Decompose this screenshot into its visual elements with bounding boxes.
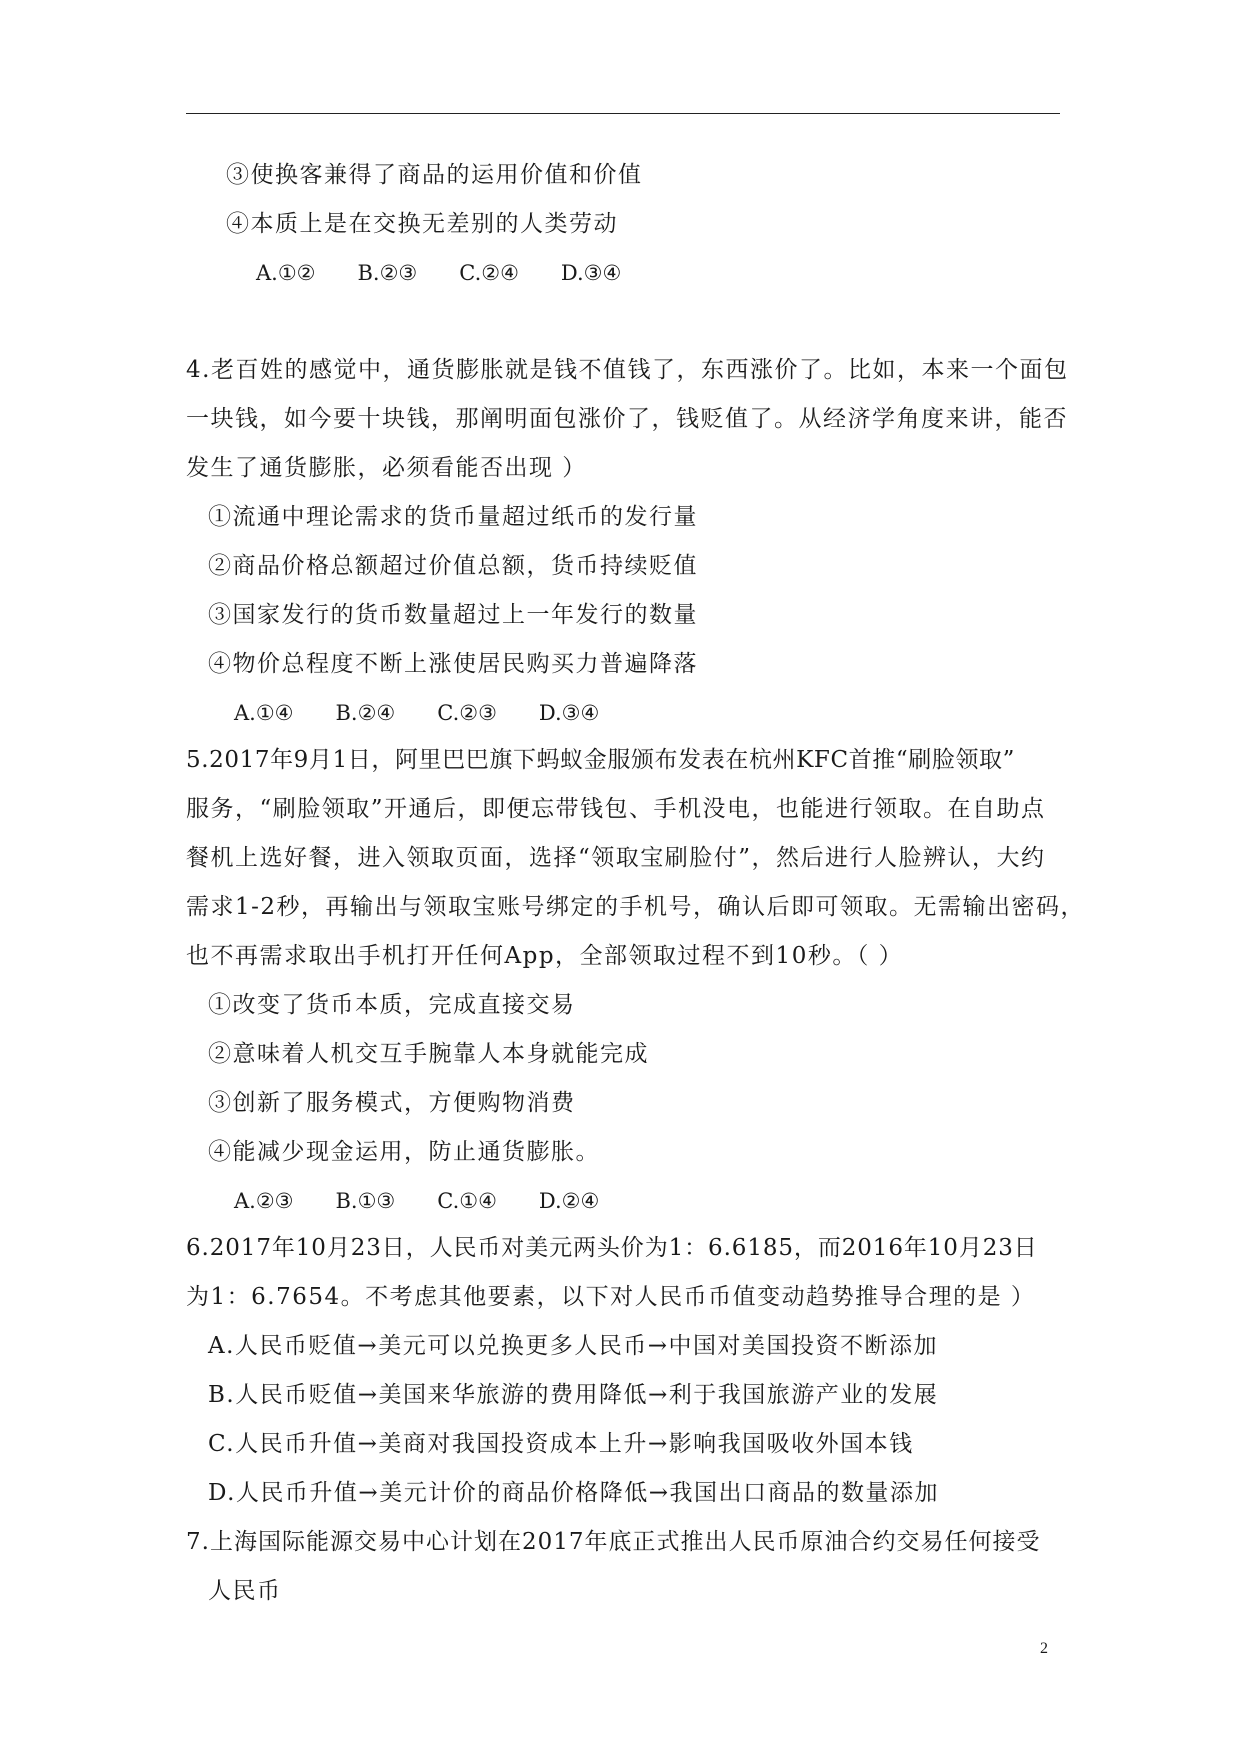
q3-item-3: ③使换客兼得了商品的运用价值和价值 [226,162,643,188]
q5-stem-line-4: 需求1-2秒，再输出与领取宝账号绑定的手机号，确认后即可领取。无需输出密码， [186,894,1086,920]
q5-option-a: A.②③ [234,1189,294,1213]
q3-option-c: C.②④ [459,261,519,285]
q3-option-b: B.②③ [357,261,418,285]
q4-option-b: B.②④ [335,701,396,725]
q5-options [234,1186,641,1216]
q4-option-d: D.③④ [538,701,600,725]
q5-stem-line-1: 5.2017年9月1日，阿里巴巴旗下蚂蚁金服颁布发表在杭州KFC首推“刷脸领取” [186,747,1015,773]
q4-item-1: ①流通中理论需求的货币量超过纸币的发行量 [208,504,698,530]
q6-option-c: C.人民币升值→美商对我国投资成本上升→影响我国吸收外国本钱 [208,1431,914,1457]
page-number: 2 [1040,1640,1048,1657]
q4-option-a: A.①④ [234,701,294,725]
q5-stem-line-3: 餐机上选好餐，进入领取页面，选择“领取宝刷脸付”，然后进行人脸辨认，大约 [186,845,1046,871]
header-rule [186,113,1060,114]
q7-stem-line-2: 人民币 [208,1578,282,1604]
q4-item-4: ④物价总程度不断上涨使居民购买力普遍降落 [208,651,698,677]
q4-stem-line-3: 发生了通货膨胀，必须看能否出现 ） [186,455,587,481]
q3-options [256,258,663,288]
q4-stem-line-2: 一块钱，如今要十块钱，那阐明面包涨价了，钱贬值了。从经济学角度来讲，能否 [186,406,1068,432]
q5-option-d: D.②④ [538,1189,600,1213]
q6-option-d: D.人民币升值→美元计价的商品价格降低→我国出口商品的数量添加 [208,1480,939,1506]
q5-stem-line-2: 服务，“刷脸领取”开通后，即便忘带钱包、手机没电，也能进行领取。在自助点 [186,796,1046,822]
q6-option-b: B.人民币贬值→美国来华旅游的费用降低→利于我国旅游产业的发展 [208,1382,939,1408]
q6-option-a: A.人民币贬值→美元可以兑换更多人民币→中国对美国投资不断添加 [208,1333,938,1359]
q7-stem-line-1: 7.上海国际能源交易中心计划在2017年底正式推出人民币原油合约交易任何接受 [186,1529,1041,1555]
q4-option-c: C.②③ [437,701,497,725]
q5-item-3: ③创新了服务模式，方便购物消费 [208,1090,576,1116]
q5-option-c: C.①④ [437,1189,497,1213]
q5-item-4: ④能减少现金运用，防止通货膨胀。 [208,1139,600,1165]
q5-item-2: ②意味着人机交互手腕靠人本身就能完成 [208,1041,649,1067]
q4-stem-line-1: 4.老百姓的感觉中，通货膨胀就是钱不值钱了，东西涨价了。比如，本来一个面包 [186,357,1069,383]
q3-option-a: A.①② [256,261,316,285]
q4-item-3: ③国家发行的货币数量超过上一年发行的数量 [208,602,698,628]
q5-item-1: ①改变了货币本质，完成直接交易 [208,992,576,1018]
q4-item-2: ②商品价格总额超过价值总额，货币持续贬值 [208,553,698,579]
q3-item-4: ④本质上是在交换无差别的人类劳动 [226,211,618,237]
q3-option-d: D.③④ [560,261,622,285]
q4-options [234,698,641,728]
q6-stem-line-2: 为1：6.7654。不考虑其他要素，以下对人民币币值变动趋势推导合理的是 ） [186,1284,1036,1310]
q5-stem-line-5: 也不再需求取出手机打开任何App，全部领取过程不到10秒。（ ） [186,943,904,969]
q6-stem-line-1: 6.2017年10月23日，人民币对美元两头价为1：6.6185，而2016年10月23日 [186,1235,1038,1261]
q5-option-b: B.①③ [335,1189,396,1213]
